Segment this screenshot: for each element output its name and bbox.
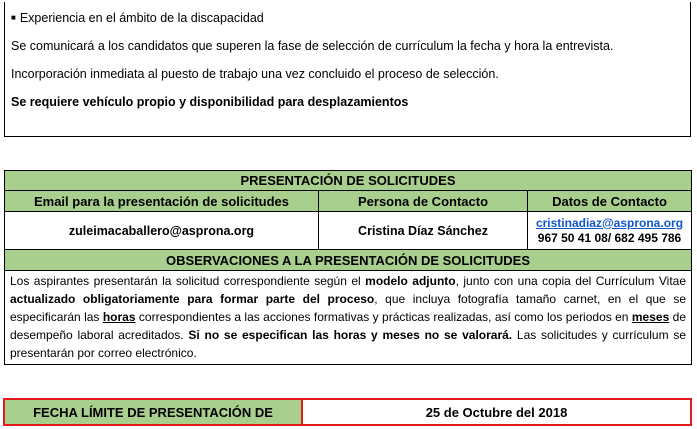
obs-months: meses: [631, 310, 670, 324]
contact-email-link[interactable]: cristinadiaz@asprona.org: [535, 215, 684, 230]
column-contact-data-header: Datos de Contacto: [528, 191, 692, 212]
square-bullet-icon: ■: [11, 13, 16, 22]
deadline-row: [3, 398, 692, 426]
obs-text-4: correspondientes a las acciones formativas y prácticas realizadas, así como los periodos en: [135, 310, 632, 324]
application-email[interactable]: zuleimacaballero@asprona.org: [5, 212, 319, 250]
deadline-label: FECHA LÍMITE DE PRESENTACIÓN DE: [5, 400, 303, 424]
requirement-bullet-item: [11, 10, 690, 26]
obs-text-5: de desempeño laboral acreditados.: [10, 310, 686, 342]
obs-text-3: , que incluya fotografía tamaño carnet, en el que se especificarán las: [10, 292, 686, 324]
obs-not-valued-warning: Si no se especifican las horas y meses no se valorará.: [188, 328, 513, 342]
requirement-experience: Experiencia en el ámbito de la discapacidad: [19, 11, 264, 25]
contact-phones: 967 50 41 08/ 682 495 786: [537, 230, 682, 245]
obs-hours: horas: [102, 310, 136, 324]
applications-title: PRESENTACIÓN DE SOLICITUDES: [5, 171, 692, 191]
column-email-header: Email para la presentación de solicitudes: [5, 191, 319, 212]
requirement-interview-note: Se comunicará a los candidatos que superen la fase de selección de currículum la fecha y hora la entrevista.: [11, 39, 614, 53]
deadline-value: 25 de Octubre del 2018: [425, 404, 568, 420]
obs-mandatory-update: actualizado obligatoriamente para formar parte del proceso: [10, 292, 375, 306]
obs-text-2: , junto con una copia del Currículum Vitae: [455, 274, 687, 288]
applications-table: [4, 170, 692, 365]
contact-data: [528, 212, 692, 250]
requirement-vehicle: Se requiere vehículo propio y disponibilidad para desplazamientos: [11, 95, 409, 109]
requirements-box: [4, 2, 691, 137]
observations-text: [5, 271, 692, 365]
obs-text-6: Las solicitudes y currículum se presentarán por correo electrónico.: [10, 328, 686, 360]
column-contact-person-header: Persona de Contacto: [319, 191, 528, 212]
observations-title: OBSERVACIONES A LA PRESENTACIÓN DE SOLICITUDES: [5, 250, 692, 271]
obs-model-attached: modelo adjunto: [365, 274, 456, 288]
requirement-immediate-start: Incorporación inmediata al puesto de trabajo una vez concluido el proceso de selección.: [11, 67, 499, 81]
contact-person: Cristina Díaz Sánchez: [319, 212, 528, 250]
obs-text-1: Los aspirantes presentarán la solicitud correspondiente según el: [10, 274, 366, 288]
